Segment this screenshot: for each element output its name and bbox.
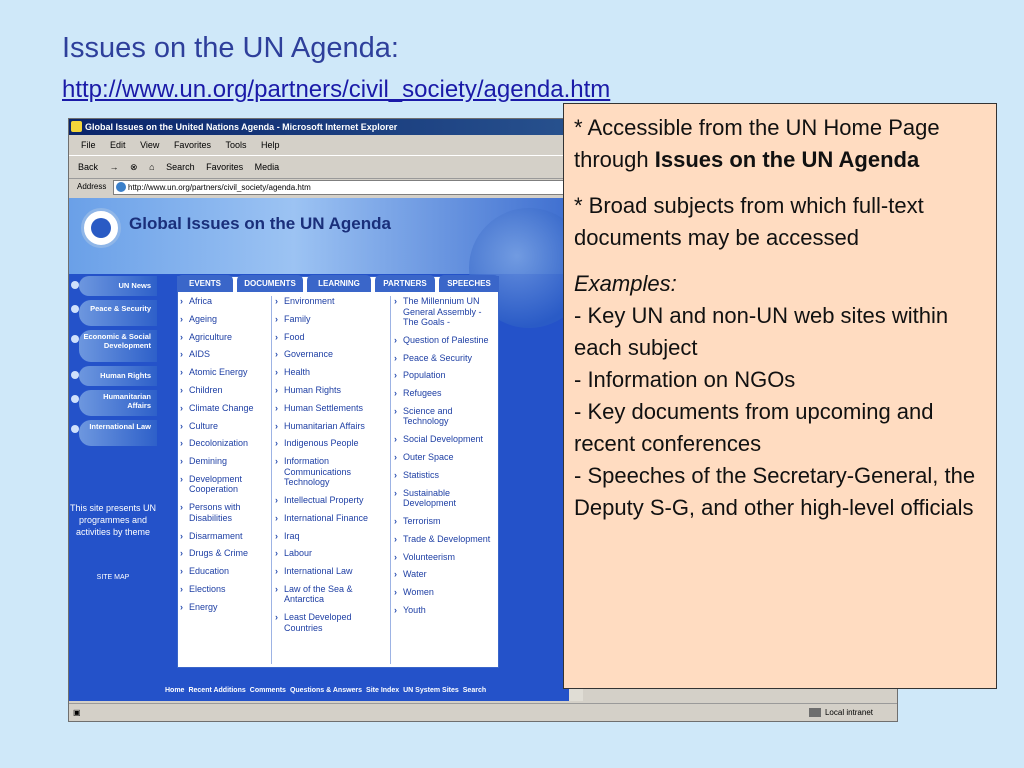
topic-link[interactable]: › Atomic Energy [179, 367, 269, 378]
topic-link[interactable]: › Indigenous People [274, 438, 389, 449]
topic-link[interactable]: › Humanitarian Affairs [274, 421, 389, 432]
example-3: - Key documents from upcoming and recent conferences [574, 399, 934, 456]
topic-link[interactable]: › Family [274, 314, 389, 325]
left-nav [69, 276, 157, 450]
tab-partners[interactable]: PARTNERS [375, 275, 435, 292]
tab-documents[interactable]: DOCUMENTS [237, 275, 303, 292]
topic-link[interactable]: › International Law [274, 566, 389, 577]
topic-link[interactable]: › Persons with Disabilities [179, 502, 269, 523]
menu-file[interactable]: File [81, 140, 96, 150]
topic-link[interactable]: › Demining [179, 456, 269, 467]
topic-link[interactable]: › Outer Space [393, 452, 497, 463]
forward-icon[interactable]: → [109, 162, 119, 172]
footer-link[interactable]: Site Index [366, 687, 400, 694]
topic-link[interactable]: › Ageing [179, 314, 269, 325]
side-description: This site presents UN programmes and activities by theme [69, 503, 157, 537]
topic-link[interactable]: › Disarmament [179, 531, 269, 542]
tab-speeches[interactable]: SPEECHES [439, 275, 499, 292]
topic-link[interactable]: › Trade & Development [393, 534, 497, 545]
examples-label-text: Examples: [574, 271, 677, 296]
back-button[interactable]: Back [78, 162, 99, 172]
search-button[interactable]: Search [166, 162, 195, 172]
address-value: http://www.un.org/partners/civil_society/agenda.htm [128, 183, 311, 192]
topic-link[interactable]: › The Millennium UN General Assembly - The Goals - [393, 296, 497, 328]
topic-link[interactable]: › Health [274, 367, 389, 378]
topic-link[interactable]: › International Finance [274, 513, 389, 524]
topic-link[interactable]: › AIDS [179, 349, 269, 360]
footer-link[interactable]: Comments [249, 687, 286, 694]
topic-link[interactable]: › Question of Palestine [393, 335, 497, 346]
topics-column-3 [393, 296, 497, 623]
topic-link[interactable]: › Decolonization [179, 438, 269, 449]
topic-link[interactable]: › Women [393, 587, 497, 598]
topic-link[interactable]: › Africa [179, 296, 269, 307]
column-divider [390, 296, 391, 664]
examples-label [574, 268, 986, 300]
topic-link[interactable]: › Law of the Sea & Antarctica [274, 584, 389, 605]
example-2: - Information on NGOs [574, 367, 796, 392]
callout-box [563, 103, 997, 689]
topic-link[interactable]: › Children [179, 385, 269, 396]
topic-link[interactable]: › Environment [274, 296, 389, 307]
topic-link[interactable]: › Iraq [274, 531, 389, 542]
banner-title: Global Issues on the UN Agenda [129, 214, 391, 233]
example-1: - Key UN and non-UN web sites within each subject [574, 303, 949, 360]
topic-link[interactable]: › Development Cooperation [179, 474, 269, 495]
topic-link[interactable]: › Education [179, 566, 269, 577]
footer-link[interactable]: Recent Additions [188, 687, 246, 694]
topic-link[interactable]: › Climate Change [179, 403, 269, 414]
topic-link[interactable]: › Population [393, 370, 497, 381]
menu-tools[interactable]: Tools [225, 140, 247, 150]
tab-learning[interactable]: LEARNING [307, 275, 371, 292]
callout-point-1 [574, 112, 986, 176]
topic-link[interactable]: › Refugees [393, 388, 497, 399]
menu-view[interactable]: View [140, 140, 160, 150]
nav-human-rights[interactable]: Human Rights [79, 366, 157, 386]
site-footer [165, 685, 505, 697]
home-icon[interactable]: ⌂ [149, 162, 155, 172]
topic-link[interactable]: › Volunteerism [393, 552, 497, 563]
topic-link[interactable]: › Science and Technology [393, 406, 497, 427]
status-bar [69, 703, 897, 721]
nav-economic-social[interactable]: Economic & Social Development [79, 330, 157, 362]
topic-link[interactable]: › Agriculture [179, 332, 269, 343]
security-zone: Local intranet [809, 704, 873, 721]
menu-favorites[interactable]: Favorites [173, 140, 211, 150]
footer-link[interactable]: Questions & Answers [289, 687, 363, 694]
topic-link[interactable]: › Elections [179, 584, 269, 595]
slide-title: Issues on the UN Agenda: [62, 32, 399, 64]
footer-link[interactable]: Search [462, 687, 487, 694]
page-viewport [69, 198, 569, 701]
nav-humanitarian[interactable]: Humanitarian Affairs [79, 390, 157, 416]
favorites-button[interactable]: Favorites [206, 162, 244, 172]
menu-help[interactable]: Help [261, 140, 280, 150]
topic-link[interactable]: › Human Rights [274, 385, 389, 396]
topic-link[interactable]: › Food [274, 332, 389, 343]
address-input[interactable] [113, 180, 579, 195]
topic-link[interactable]: › Information Communications Technology [274, 456, 389, 488]
stop-icon[interactable]: ⊗ [130, 162, 138, 172]
footer-link[interactable]: UN System Sites [403, 687, 459, 694]
callout-point-1-text: * Accessible from the UN Home Page through [574, 115, 940, 172]
topic-link[interactable]: › Statistics [393, 470, 497, 481]
topic-link[interactable]: › Sustainable Development [393, 488, 497, 509]
footer-link[interactable]: Home [165, 687, 185, 694]
topic-link[interactable]: › Least Developed Countries [274, 612, 389, 633]
window-title: Global Issues on the United Nations Agenda - Microsoft Internet Explorer [85, 122, 398, 132]
topic-link[interactable]: › Energy [179, 602, 269, 613]
tab-events[interactable]: EVENTS [177, 275, 233, 292]
topic-link[interactable]: › Social Development [393, 434, 497, 445]
topic-link[interactable]: › Culture [179, 421, 269, 432]
nav-international-law[interactable]: International Law [79, 420, 157, 446]
topic-link[interactable]: › Governance [274, 349, 389, 360]
topic-link[interactable]: › Drugs & Crime [179, 548, 269, 559]
tab-row [177, 275, 499, 294]
globe-icon [116, 182, 126, 192]
topics-column-1 [179, 296, 269, 620]
topic-link[interactable]: › Intellectual Property [274, 495, 389, 506]
media-button[interactable]: Media [254, 162, 280, 172]
callout-point-2: * Broad subjects from which full-text documents may be accessed [574, 193, 924, 250]
example-4: - Speeches of the Secretary-General, the Deputy S-G, and other high-level officials [574, 463, 976, 520]
slide-url-link[interactable]: http://www.un.org/partners/civil_society/agenda.htm [62, 76, 611, 103]
topic-link[interactable]: › Peace & Security [393, 353, 497, 364]
site-map-link[interactable]: SITE MAP [96, 574, 130, 581]
callout-point-1-bold: Issues on the UN Agenda [654, 147, 920, 172]
column-divider [271, 296, 272, 664]
un-emblem-icon [81, 208, 121, 248]
address-label: Address [77, 182, 107, 191]
topic-link[interactable]: › Youth [393, 605, 497, 616]
topics-column-2 [274, 296, 389, 641]
topic-link[interactable]: › Labour [274, 548, 389, 559]
nav-un-news[interactable]: UN News [79, 276, 157, 296]
site-banner [69, 198, 569, 274]
topic-link[interactable]: › Terrorism [393, 516, 497, 527]
topic-link[interactable]: › Water [393, 569, 497, 580]
menu-edit[interactable]: Edit [110, 140, 126, 150]
topic-link[interactable]: › Human Settlements [274, 403, 389, 414]
page-icon: ▣ [73, 708, 81, 717]
ie-icon [71, 121, 82, 132]
nav-peace-security[interactable]: Peace & Security [79, 300, 157, 326]
